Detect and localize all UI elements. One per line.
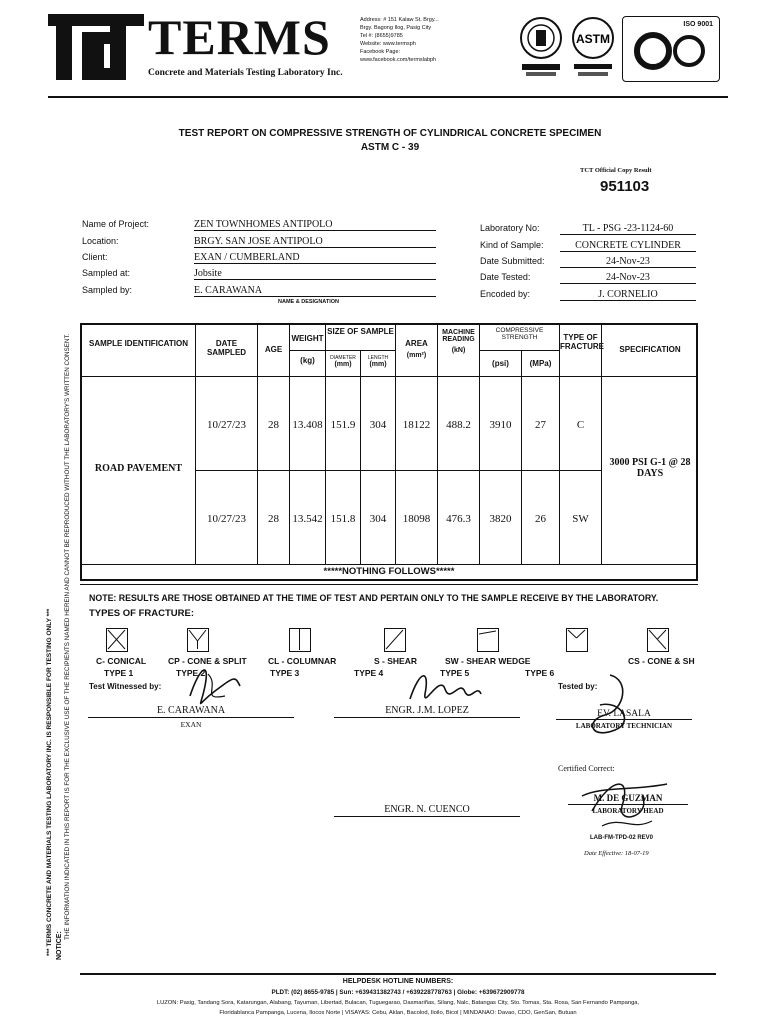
fracture-label: CS - CONE & SH	[628, 656, 695, 666]
side-notice: NOTICE:	[56, 931, 63, 960]
specification-value: 3000 PSI G-1 @ 28 DAYS	[602, 377, 698, 565]
sampled-at-value: Jobsite	[194, 268, 436, 280]
side-disclaimer-1: *** TERMS CONCRETE AND MATERIALS TESTING LABORATORY INC. IS RESPONSIBLE FOR TESTING ONLY ***	[46, 608, 53, 956]
name-designation-label: NAME & DESIGNATION	[278, 299, 340, 305]
tester-title: LABORATORY TECHNICIAN	[575, 722, 673, 730]
accreditation-seal-icon	[518, 14, 564, 80]
nothing-follows: *****NOTHING FOLLOWS*****	[323, 566, 455, 577]
th-date-sampled: DATE SAMPLED	[196, 325, 258, 377]
date-tested-value: 24-Nov-23	[560, 272, 696, 284]
th-sample-id: SAMPLE IDENTIFICATION	[82, 325, 196, 377]
lab-no-value: TL - PSG -23-1124-60	[560, 223, 696, 235]
lab-name: Concrete and Materials Testing Laboratory Inc.	[148, 68, 343, 78]
fracture-label: C- CONICAL	[96, 656, 147, 666]
fracture-shear-wedge-icon	[477, 628, 499, 652]
witness-name: E. CARAWANA	[156, 705, 226, 716]
side-disclaimer-2: THE INFORMATION INDICATED IN THIS REPORT IS FOR THE EXCLUSIVE USE OF THE RECIPIENTS NAMED HEREIN AND CANNOT BE REPRODUCED WITHOUT THE LABORATORY'S WRITTEN CONSENT.	[64, 333, 71, 940]
footer-line-2: LUZON: Pasig, Tandang Sora, Katarungan, Alabang, Tayuman, Libertad, Bulacan, Tuguegarao, Dasmariñas, Silang, Nalc, Batangas City, Sto. Tomas, Sta. Rosa, San Fernando Pampanga,	[156, 1000, 640, 1006]
certification-mark-icon	[633, 31, 709, 76]
footer-line-3: Floridablanca Pampanga, Lucena, Ilocos Norte | VISAYAS: Cebu, Aklan, Bacolod, Iloilo, Bicol | MINDANAO: Davao, CDO, GenSan, Butuan	[219, 1010, 577, 1016]
official-copy-label: TCT Official Copy Result	[580, 167, 652, 174]
certified-label: Certified Correct:	[558, 764, 615, 773]
th-specification: SPECIFICATION	[602, 325, 698, 377]
fracture-label: CL - COLUMNAR	[268, 656, 337, 666]
project-value: ZEN TOWNHOMES ANTIPOLO	[194, 219, 436, 231]
contact-block: Address: # 151 Kalaw St. Brgy... Brgy. Bagong Ilog, Pasig City Tel #: (8655)9785 Website: www.termsph Facebook Page: www.facebook.com/termslabph	[360, 17, 439, 63]
th-area: AREA (mm²)	[396, 325, 438, 377]
astm-seal-icon	[570, 14, 616, 80]
fracture-title: TYPES OF FRACTURE:	[89, 608, 195, 619]
iso-badge-text: ISO 9001	[683, 21, 713, 28]
th-machine: MACHINE READING (kN)	[438, 325, 480, 377]
fracture-label: CP - CONE & SPLIT	[168, 656, 247, 666]
witnessed-label: Test Witnessed by:	[89, 682, 162, 691]
results-table: SAMPLE IDENTIFICATION DATE SAMPLED AGE WEIGHT (kg) SIZE OF SAMPLE DIAMETER (mm) LENGTH (mm) AREA (mm²) MACHINE READING (kN) COMPRESSIVE STRENGTH (psi) (MPa) TYPE OF FRACTURE SPECIFICATION ROAD PAVEMENT 3000 PSI G-1 @ 28 DAYS 10/27/23 28 13.408 151.9 304 18122 488.2 3910 27 C 10/27/23 28 13.542 151.8 304 18098 476.3 3820 26 SW *****NOTHING FOLLOWS*****	[80, 323, 698, 581]
footer-title: HELPDESK HOTLINE NUMBERS:	[342, 978, 454, 985]
th-size: SIZE OF SAMPLE	[326, 325, 396, 351]
report-subtitle: ASTM C - 39	[360, 142, 420, 153]
note-text: NOTE: RESULTS ARE THOSE OBTAINED AT THE TIME OF TEST AND PERTAIN ONLY TO THE SAMPLE RECEIVE BY THE LABORATORY.	[89, 593, 659, 603]
footer-line-1: PLDT: (02) 8655-9785 | Sun: +639431382743 / +639228778763 | Globe: +639672909778	[271, 989, 525, 996]
location-value: BRGY. SAN JOSE ANTIPOLO	[194, 236, 436, 248]
client-value: EXAN / CUMBERLAND	[194, 252, 436, 264]
engr2-name: ENGR. N. CUENCO	[384, 804, 470, 815]
encoded-by-value: J. CORNELIO	[560, 289, 696, 301]
tested-label: Tested by:	[558, 682, 598, 691]
fracture-conical-icon	[106, 628, 128, 652]
tester-name: EV. LASALA	[597, 709, 651, 719]
th-age: AGE	[258, 325, 290, 377]
date-submitted-value: 24-Nov-23	[560, 256, 696, 268]
sampled-by-value: E. CARAWANA	[194, 285, 436, 297]
kind-value: CONCRETE CYLINDER	[560, 240, 696, 252]
fracture-label: SW - SHEAR WEDGE	[445, 656, 531, 666]
th-strength: COMPRESSIVE STRENGTH	[480, 325, 560, 351]
logo-text: TERMS	[148, 9, 331, 65]
report-title: TEST REPORT ON COMPRESSIVE STRENGTH OF CYLINDRICAL CONCRETE SPECIMEN	[178, 128, 602, 139]
fracture-cone-split-icon	[187, 628, 209, 652]
svg-text:ASTM: ASTM	[576, 32, 610, 46]
fracture-columnar-icon	[289, 628, 311, 652]
table-row: 10/27/23	[196, 377, 258, 471]
witness-org: EXAN	[180, 720, 202, 729]
head-name: M. DE GUZMAN	[593, 793, 663, 803]
fracture-label: S - SHEAR	[374, 656, 417, 666]
fracture-cone-shear-icon	[647, 628, 669, 652]
date-effective: Date Effective: 18-07-19	[584, 850, 649, 857]
fracture-shear-icon	[384, 628, 406, 652]
footer-divider	[80, 973, 716, 975]
note-divider	[80, 584, 698, 585]
head-title: LABORATORY HEAD	[592, 807, 664, 815]
sample-name: ROAD PAVEMENT	[82, 377, 196, 565]
fracture-type6-icon	[566, 628, 588, 652]
th-fracture: TYPE OF FRACTURE	[560, 325, 602, 377]
table-row: 10/27/23	[196, 471, 258, 565]
header-divider	[48, 96, 728, 98]
header	[48, 8, 728, 96]
iso-badge	[622, 16, 720, 82]
engr1-name: ENGR. J.M. LOPEZ	[385, 705, 469, 716]
official-copy-number: 951103	[600, 178, 650, 195]
terms-logo-icon	[48, 14, 144, 80]
form-code: LAB-FM-TPD-02 REV0	[590, 835, 654, 841]
th-weight: WEIGHT	[290, 325, 326, 351]
